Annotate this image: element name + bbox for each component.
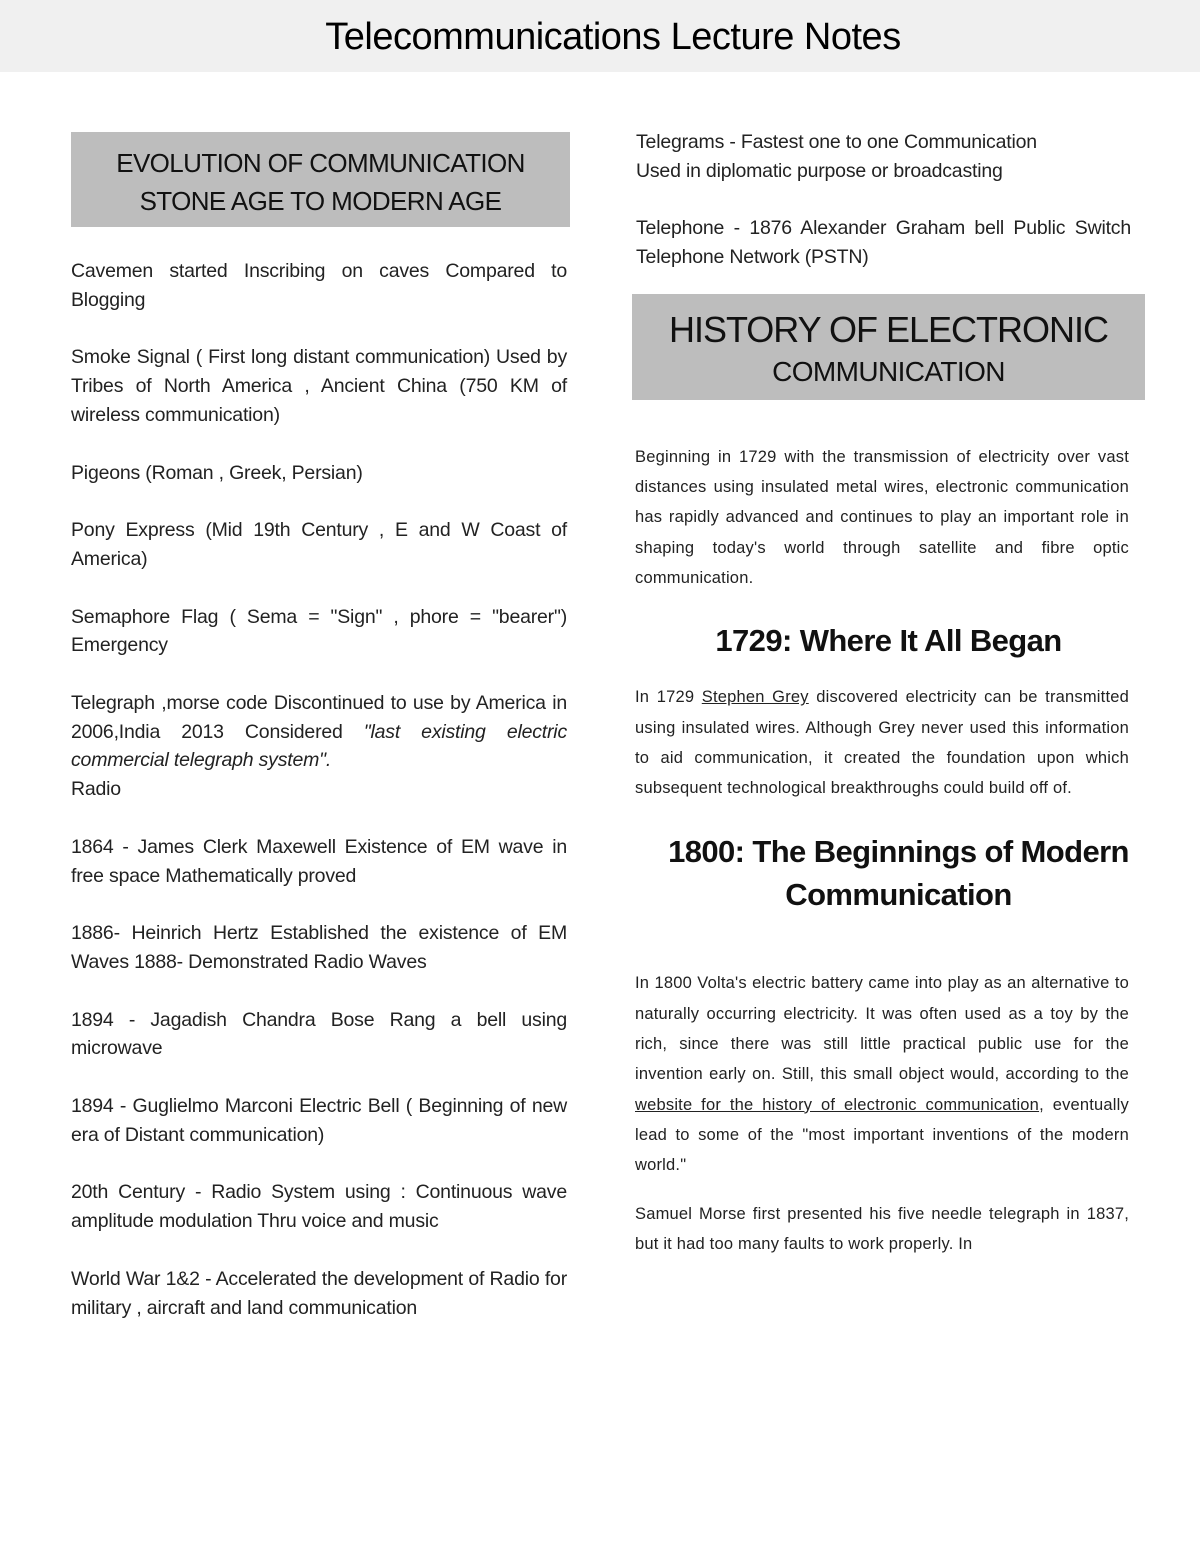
history-header-line1: HISTORY OF ELECTRONIC bbox=[668, 308, 1109, 350]
telegrams-line1: Telegrams - Fastest one to one Communication bbox=[636, 131, 1037, 153]
list-item: 1894 - Jagadish Chandra Bose Rang a bell using microwave bbox=[71, 1008, 567, 1060]
list-item: 20th Century - Radio System using : Continuous wave amplitude modulation Thru voice and music bbox=[71, 1181, 567, 1233]
list-item: 1864 - James Clerk Maxewell Existence of EM wave in free space Mathematically proved bbox=[71, 835, 567, 887]
telegraph-item bbox=[71, 689, 567, 804]
history-header-line2: COMMUNICATION bbox=[772, 355, 1005, 387]
list-item: 1886- Heinrich Hertz Established the existence of EM Waves 1888- Demonstrated Radio Waves bbox=[71, 922, 567, 973]
list-item: Pigeons (Roman , Greek, Persian) bbox=[71, 461, 363, 484]
body-1729-text-a: In 1729 bbox=[635, 688, 702, 707]
evolution-header-line1: EVOLUTION OF COMMUNICATION bbox=[116, 148, 525, 178]
stephen-grey-link[interactable]: Stephen Grey bbox=[701, 688, 809, 707]
body-1729-text-b: discovered electricity can be transmitted using insulated wires. Although Grey never used this information to aid communication, it created the foundation upon which subsequent technological breakthroughs could build off of. bbox=[635, 688, 1129, 798]
body-1800-text-a: In 1800 Volta's electric battery came into play as an alternative to naturally occurring electricity. It was often used as a toy by the rich, since there was still little practical public use for the invention early on. Still, this small object would, according to the bbox=[635, 974, 1129, 1084]
body-1800-text-b: , eventually lead to some of the "most important inventions of the modern world." bbox=[635, 1095, 1129, 1175]
right-column bbox=[632, 128, 1145, 1259]
body-1729 bbox=[632, 682, 1145, 803]
body-1800 bbox=[632, 968, 1145, 1180]
list-item: Pony Express (Mid 19th Century , E and W Coast of America) bbox=[71, 519, 567, 570]
history-section-header bbox=[632, 294, 1145, 400]
telegrams-item bbox=[632, 128, 1145, 185]
radio-label: Radio bbox=[71, 778, 121, 801]
list-item: Cavemen started Inscribing on caves Compared to Blogging bbox=[71, 260, 567, 311]
evolution-header-line2: STONE AGE TO MODERN AGE bbox=[139, 186, 502, 216]
telegrams-line2: Used in diplomatic purpose or broadcasting bbox=[636, 159, 1003, 182]
heading-1729: 1729: Where It All Began bbox=[715, 623, 1062, 659]
list-item: Smoke Signal ( First long distant communication) Used by Tribes of North America , Ancient China (750 KM of wireless communication) bbox=[71, 346, 567, 426]
history-website-link[interactable]: website for the history of electronic communication bbox=[635, 1095, 1040, 1114]
left-column bbox=[71, 132, 567, 1351]
evolution-section-header bbox=[71, 132, 570, 227]
list-item: 1894 - Guglielmo Marconi Electric Bell ( Beginning of new era of Distant communication) bbox=[71, 1095, 567, 1146]
page-title: Telecommunications Lecture Notes bbox=[325, 16, 901, 58]
heading-1800-line1: 1800: The Beginnings of Modern bbox=[668, 834, 1129, 870]
history-intro: Beginning in 1729 with the transmission of electricity over vast distances using insulated metal wires, electronic communication has rapidly advanced and continues to play an important role in shaping today's world through satellite and fibre optic communication. bbox=[635, 447, 1129, 587]
telegraph-quote: "last existing electric commercial telegraph system". bbox=[71, 720, 567, 772]
list-item: World War 1&2 - Accelerated the development of Radio for military , aircraft and land communication bbox=[71, 1267, 567, 1319]
heading-1800-line2: Communication bbox=[785, 877, 1012, 913]
telephone-item: Telephone - 1876 Alexander Graham bell Public Switch Telephone Network (PSTN) bbox=[636, 217, 1131, 269]
heading-1800 bbox=[632, 830, 1145, 916]
morse-paragraph: Samuel Morse first presented his five needle telegraph in 1837, but it had too many faults to work properly. In bbox=[635, 1204, 1129, 1253]
list-item: Semaphore Flag ( Sema = "Sign" , phore = "bearer") Emergency bbox=[71, 605, 567, 657]
telegraph-text: Telegraph ,morse code Discontinued to use by America in 2006,India 2013 Considered bbox=[71, 692, 567, 743]
